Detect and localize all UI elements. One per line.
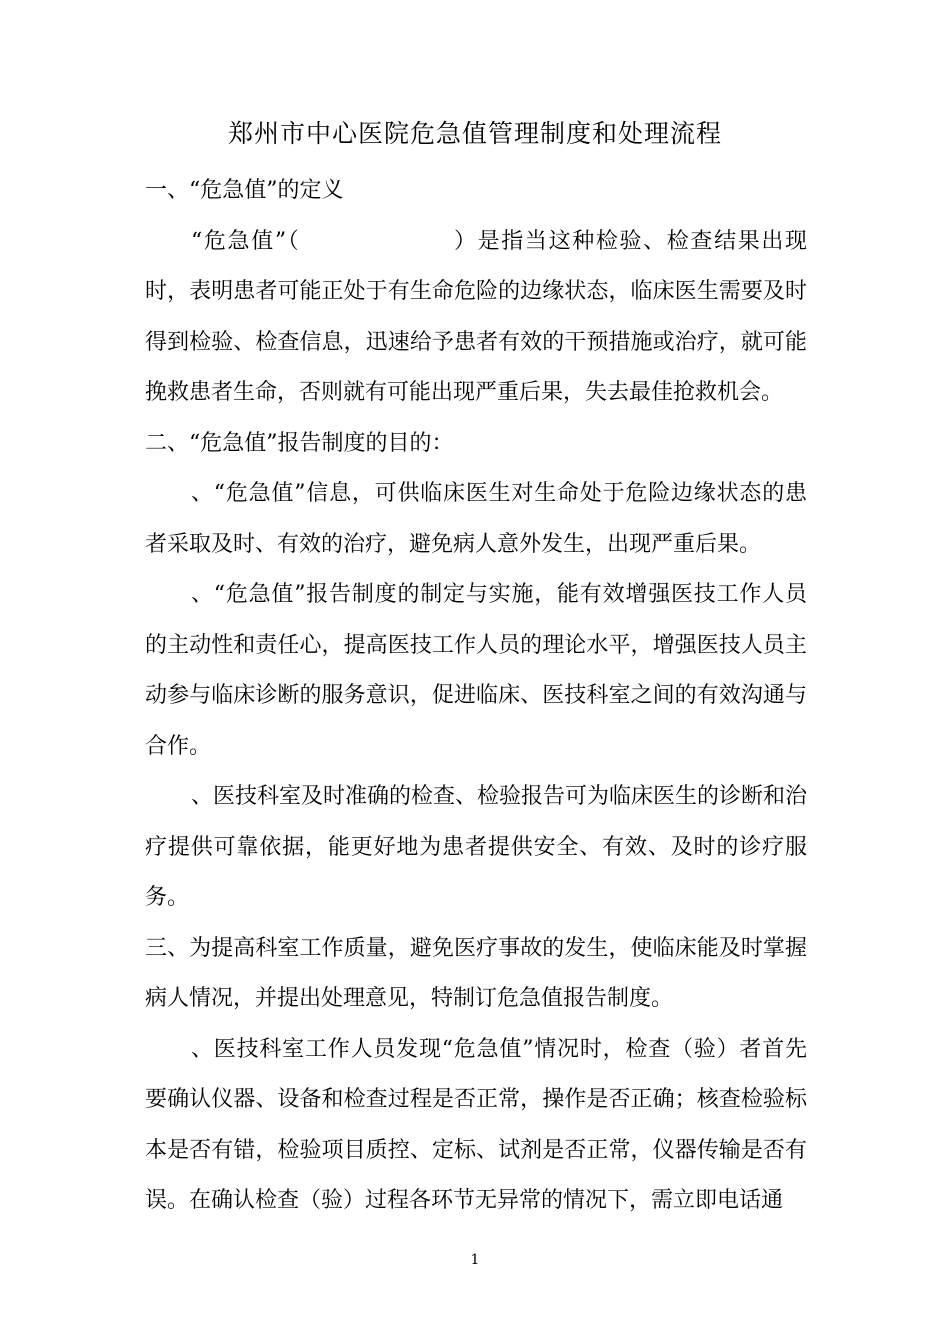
- purpose-item-1: 、“危急值”信息，可供临床医生对生命处于危险边缘状态的患者采取及时、有效的治疗，避免病人意外发生，出现严重后果。: [145, 481, 807, 557]
- section-1-heading: 一、“危急值”的定义: [145, 178, 344, 203]
- purpose-item-3: 、医技科室及时准确的检查、检验报告可为临床医生的诊断和治疗提供可靠依据，能更好地为患者提供安全、有效、及时的诊疗服务。: [145, 784, 808, 910]
- definition-paragraph: [145, 217, 807, 419]
- page-number: 1: [470, 1252, 480, 1268]
- purpose-item-2: 、“危急值”报告制度的制定与实施，能有效增强医技工作人员的主动性和责任心，提高医技工作人员的理论水平，增强医技人员主动参与临床诊断的服务意识，促进临床、医技科室之间的有效沟通与合作。: [145, 582, 807, 759]
- definition-body: ）是指当这种检验、检查结果出现时，表明患者可能正处于有生命危险的边缘状态，临床医生需要及时得到检验、检查信息，迅速给予患者有效的干预措施或治疗，就可能挽救患者生命，否则就有可能出现严重后果，失去最佳抢救机会。: [145, 228, 807, 405]
- section-3-heading: 三、为提高科室工作质量，避免医疗事故的发生，使临床能及时掌握病人情况，并提出处理意见，特制订危急值报告制度。: [145, 935, 807, 1011]
- document-title: 郑州市中心医院危急值管理制度和处理流程: [227, 119, 722, 148]
- section-2-heading: 二、“危急值”报告制度的目的：: [145, 430, 454, 456]
- definition-open: “危急值”（: [191, 228, 301, 254]
- procedure-item-1: 、医技科室工作人员发现“危急值”情况时，检查（验）者首先要确认仪器、设备和检查过程是否正常，操作是否正确；核查检验标本是否有错，检验项目质控、定标、试剂是否正常，仪器传输是否有误。在确认检查（验）过程各环节无异常的情况下，需立即电话通: [145, 1036, 807, 1213]
- document-body: [145, 166, 807, 1227]
